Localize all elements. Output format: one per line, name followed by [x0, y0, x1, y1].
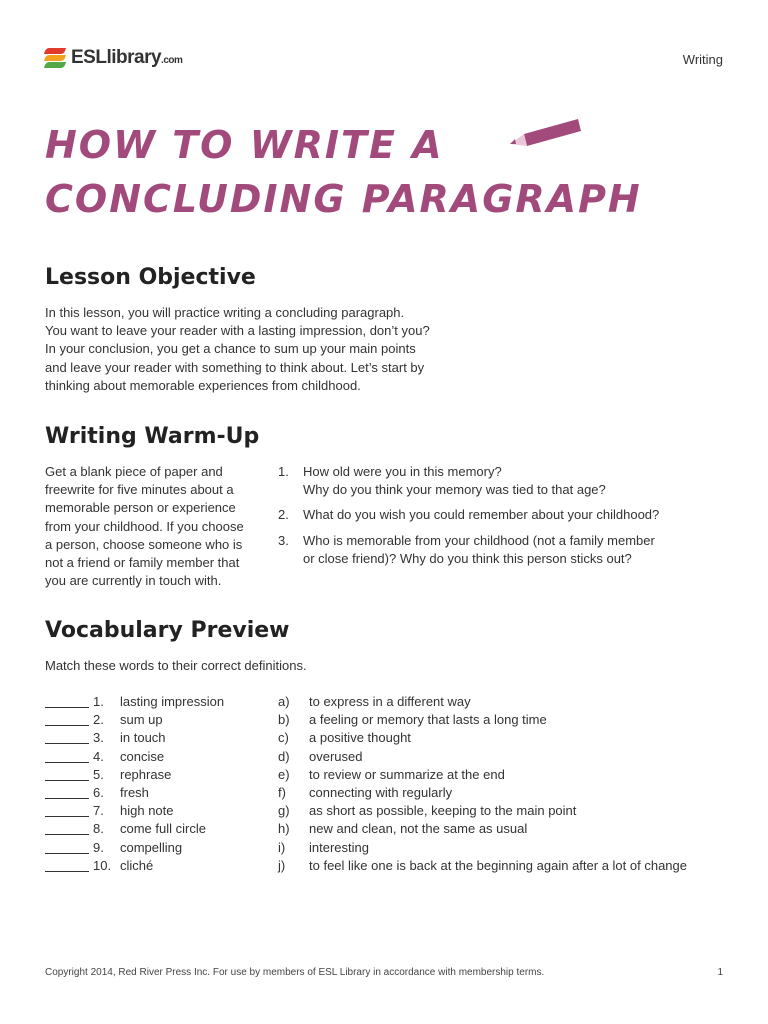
esl-library-logo[interactable] [45, 45, 182, 71]
answer-blank[interactable] [45, 870, 89, 872]
answer-blank[interactable] [45, 724, 89, 726]
logo-text: ESLlibrary.com [71, 47, 183, 68]
title-line-1: HOW TO WRITE A [45, 123, 444, 167]
title-line-2: CONCLUDING PARAGRAPH [45, 177, 642, 221]
page-number: 1 [717, 967, 723, 978]
table-row: 4. concise d) overused [45, 748, 735, 766]
table-row: 8. come full circle h) new and clean, not the same as usual [45, 820, 735, 838]
table-row: 5. rephrase e) to review or summarize at the end [45, 766, 735, 784]
table-row: 10. cliché j) to feel like one is back at the beginning again after a lot of change [45, 857, 735, 875]
table-row: 1. lasting impression a) to express in a different way [45, 693, 735, 711]
list-item: 2. What do you wish you could remember about your childhood? [278, 507, 660, 523]
answer-blank[interactable] [45, 742, 89, 744]
footer-copyright: Copyright 2014, Red River Press Inc. For use by members of ESL Library in accordance with membership terms. [45, 967, 545, 978]
answer-blank[interactable] [45, 706, 89, 708]
warmup-heading: Writing Warm-Up [45, 424, 260, 449]
vocab-table [45, 693, 735, 875]
answer-blank[interactable] [45, 761, 89, 763]
table-row: 6. fresh f) connecting with regularly [45, 784, 735, 802]
objective-text: In this lesson, you will practice writing a concluding paragraph. You want to leave your reader with a lasting impression, don’t you? In your conclusion, you get a chance to sum up your main points and leave your reader with something to think about. Let’s start by thinking about memorable experiences from childhood. [45, 305, 430, 393]
answer-blank[interactable] [45, 833, 89, 835]
table-row: 3. in touch c) a positive thought [45, 729, 735, 747]
vocab-heading: Vocabulary Preview [45, 618, 290, 643]
table-row: 2. sum up b) a feeling or memory that lasts a long time [45, 711, 735, 729]
answer-blank[interactable] [45, 815, 89, 817]
warmup-questions [278, 463, 718, 575]
list-item: 1. How old were you in this memory? Why do you think your memory was tied to that age? [278, 464, 606, 498]
pencil-icon [506, 118, 582, 154]
objective-heading: Lesson Objective [45, 265, 256, 290]
logo-stripes-icon [45, 47, 67, 69]
answer-blank[interactable] [45, 797, 89, 799]
warmup-text: Get a blank piece of paper and freewrite for five minutes about a memorable person or experience from your childhood. If you choose a person, choose someone who is not a friend or family member that you are currently in touch with. [45, 464, 244, 589]
answer-blank[interactable] [45, 779, 89, 781]
table-row: 7. high note g) as short as possible, keeping to the main point [45, 802, 735, 820]
answer-blank[interactable] [45, 852, 89, 854]
table-row: 9. compelling i) interesting [45, 839, 735, 857]
vocab-intro: Match these words to their correct definitions. [45, 658, 307, 673]
list-item: 3. Who is memorable from your childhood (not a family member or close friend)? Why do you think this person sticks out? [278, 532, 655, 566]
section-label: Writing [682, 52, 723, 67]
